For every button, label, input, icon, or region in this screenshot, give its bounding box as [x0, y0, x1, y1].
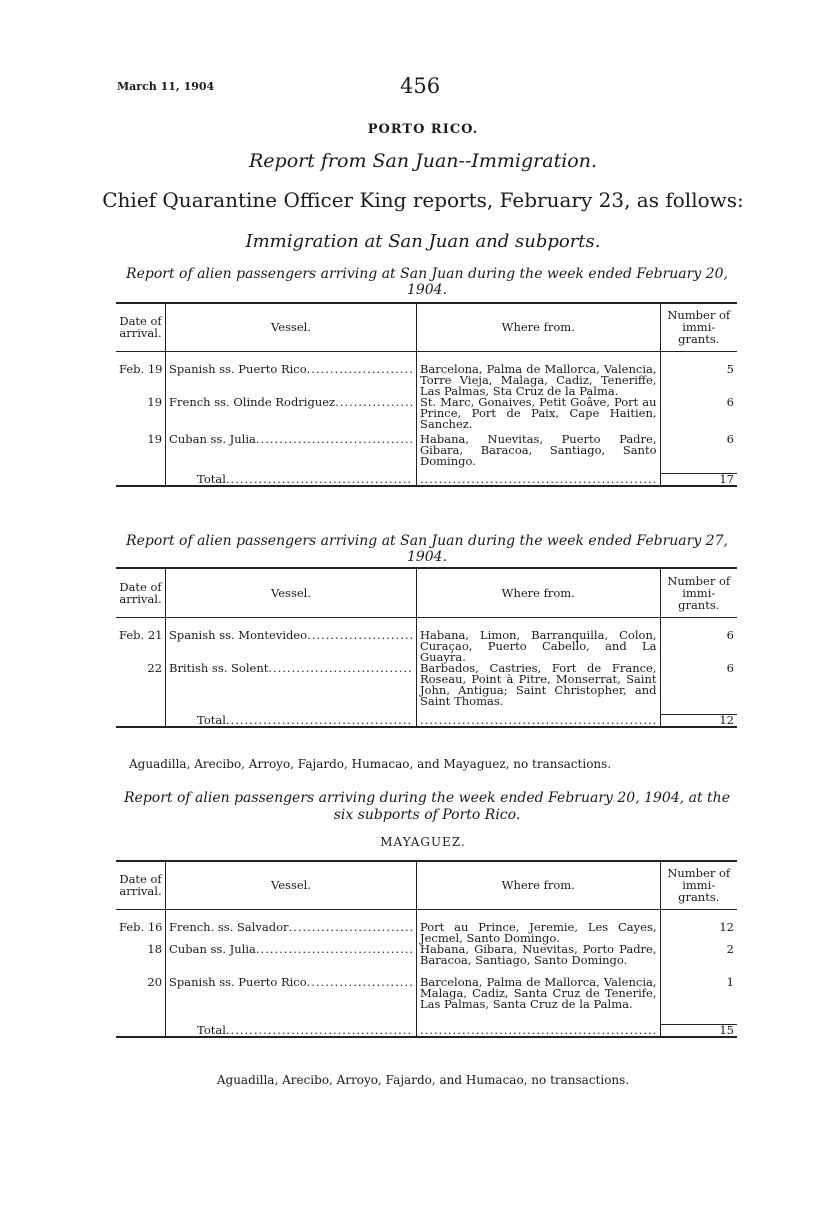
col-header-from: Where from.	[416, 568, 660, 617]
immigrant-count: 6	[726, 627, 734, 642]
col-header-date: Date of arrival.	[116, 861, 166, 909]
col-header-vessel: Vessel.	[166, 861, 417, 909]
table-2-caption: Report of alien passengers arriving at San Juan during the week ended February 27, 1904.	[126, 533, 728, 565]
col-header-date: Date of arrival.	[116, 303, 166, 351]
table-row	[116, 434, 737, 474]
arrival-date: Feb. 16	[116, 909, 166, 944]
table-1-caption: Report of alien passengers arriving at San Juan during the week ended February 20, 1904.	[126, 266, 728, 298]
intro-line: Chief Quarantine Officer King reports, February 23, as follows:	[102, 188, 744, 212]
col-header-from: Where from.	[416, 303, 660, 351]
table-row	[116, 977, 737, 1025]
section-title: Immigration at San Juan and subports.	[245, 231, 601, 252]
total-label: Total	[197, 1024, 226, 1037]
total-count: 15	[660, 1025, 737, 1038]
arrival-date: Feb. 19	[116, 351, 166, 397]
vessel-name: French. ss. Salvador	[169, 919, 289, 934]
arrival-date: 20	[116, 977, 166, 1025]
table-3-caption: Report of alien passengers arriving during the week ended February 20, 1904, at the six subports of Porto Rico.	[124, 790, 730, 823]
col-header-date: Date of arrival.	[116, 568, 166, 617]
immigrant-count: 12	[719, 919, 734, 934]
total-row	[116, 1025, 737, 1038]
total-count: 12	[660, 715, 737, 728]
origin-ports: Habana, Limon, Barranquilla, Colon, Curaçao, Puerto Cabello, and La Guayra.	[416, 617, 660, 663]
table-row	[116, 617, 737, 663]
total-label: Total	[197, 473, 226, 486]
origin-ports: Habana, Gibara, Nuevitas, Porto Padre, Baracoa, Santiago, Santo Domingo.	[416, 944, 660, 977]
vessel-name: Cuban ss. Julia	[169, 943, 256, 956]
origin-ports: Barcelona, Palma de Mallorca, Valencia, Torre Vieja, Malaga, Cadiz, Teneriffe, Las Palmas, Sta Cruz de la Palma.	[416, 351, 660, 397]
col-header-number: Number of immi-grants.	[660, 303, 737, 351]
report-title: Report from San Juan--Immigration.	[248, 150, 597, 172]
arrival-date: 22	[116, 663, 166, 715]
arrival-date: 19	[116, 397, 166, 434]
table-2	[116, 567, 737, 728]
total-label: Total	[197, 714, 226, 727]
origin-ports: Habana, Nuevitas, Puerto Padre, Gibara, Baracoa, Santiago, Santo Domingo.	[416, 434, 660, 474]
immigrant-count: 5	[726, 361, 734, 376]
col-header-vessel: Vessel.	[166, 303, 417, 351]
total-count: 17	[660, 474, 737, 487]
page-number: 456	[400, 74, 441, 98]
origin-ports: Barbados, Castries, Fort de France, Roseau, Point à Pitre, Monserrat, Saint John, Antigua; Saint Christopher, and Saint Thomas.	[416, 663, 660, 715]
table-row	[116, 397, 737, 434]
no-transactions-note-1: Aguadilla, Arecibo, Arroyo, Fajardo, Humacao, and Mayaguez, no transactions.	[129, 757, 612, 771]
table-3	[116, 860, 737, 1038]
header-date: March 11, 1904	[117, 80, 215, 93]
table-row	[116, 351, 737, 397]
immigrant-count: 6	[726, 431, 734, 446]
vessel-name: Spanish ss. Puerto Rico	[169, 361, 307, 376]
vessel-name: Spanish ss. Puerto Rico	[169, 976, 307, 989]
vessel-name: French ss. Olinde Rodriguez	[169, 396, 336, 409]
table-row	[116, 663, 737, 715]
arrival-date: 19	[116, 434, 166, 474]
col-header-vessel: Vessel.	[166, 568, 417, 617]
table-1	[116, 302, 737, 487]
immigrant-count: 1	[726, 974, 734, 989]
table-row	[116, 944, 737, 977]
total-row	[116, 474, 737, 487]
arrival-date: Feb. 21	[116, 617, 166, 663]
origin-ports: Port au Prince, Jeremie, Les Cayes, Jecmel, Santo Domingo.	[416, 909, 660, 944]
col-header-from: Where from.	[416, 861, 660, 909]
origin-ports: Barcelona, Palma de Mallorca, Valencia, Malaga, Cadiz, Santa Cruz de Tenerife, Las Palmas, Santa Cruz de la Palma.	[416, 977, 660, 1025]
col-header-number: Number of immi-grants.	[660, 861, 737, 909]
immigrant-count: 2	[726, 941, 734, 956]
col-header-number: Number of immi-grants.	[660, 568, 737, 617]
vessel-name: British ss. Solent	[169, 662, 269, 675]
arrival-date: 18	[116, 944, 166, 977]
country-heading: PORTO RICO.	[367, 122, 479, 137]
no-transactions-note-2: Aguadilla, Arecibo, Arroyo, Fajardo, and Humacao, no transactions.	[216, 1073, 630, 1087]
table-3-subcaption: MAYAGUEZ.	[380, 835, 466, 849]
table-row	[116, 909, 737, 944]
vessel-name: Cuban ss. Julia	[169, 433, 256, 446]
origin-ports: St. Marc, Gonaives, Petit Goâve, Port au Prince, Port de Paix, Cape Haitien, Sanchez.	[416, 397, 660, 434]
immigrant-count: 6	[726, 394, 734, 409]
vessel-name: Spanish ss. Montevideo	[169, 627, 308, 642]
total-row	[116, 715, 737, 728]
immigrant-count: 6	[726, 660, 734, 675]
